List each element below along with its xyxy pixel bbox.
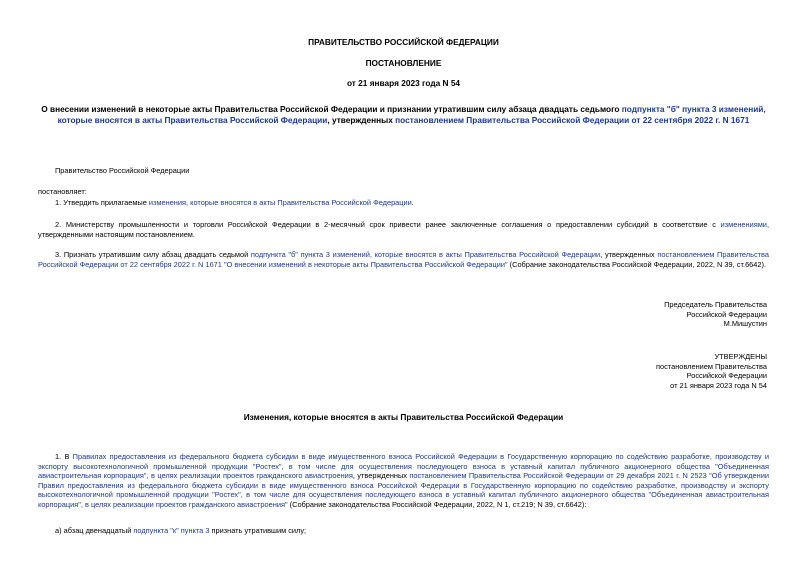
item-2-text: 2. Министерству промышленности и торговли Российской Федерации в 2-месячный срок привести ранее заключенные соглашения о предоставлении субсидий в соответствие с (55, 220, 721, 229)
item-1-text: 1. Утвердить прилагаемые (55, 198, 149, 207)
approved-block (656, 352, 767, 390)
change-1-link-rules[interactable]: Правилах предоставления из федерального бюджета субсидии в виде имущественного взноса Российской Федерации в Государственную корпорацию по содействию разработке, производству и экспорту высокотехнологичной промышленной продукции "Ростех", в том числе для осуществления последующего взноса в уставный капитал публичного акционерного общества "Объединенная авиастроительная корпорация", в целях реализации проектов гражданского авиастроения (38, 452, 769, 481)
change-a-text: а) абзац двенадцатый (55, 526, 134, 535)
changes-heading: Изменения, которые вносятся в акты Правительства Российской Федерации (243, 412, 564, 422)
change-1-text: (Собрание законодательства Российской Федерации, 2022, N 1, ст.219; N 39, ст.6642): (287, 499, 587, 509)
item-3-text: 3. Признать утратившим силу абзац двадцать седьмой (55, 250, 251, 259)
approved-by: постановлением Правительства (656, 361, 767, 371)
change-1-text: 1. В (55, 452, 73, 461)
change-a-text: признать утратившим силу; (209, 526, 307, 535)
preamble-decides: постановляет: (38, 187, 87, 196)
preamble-government: Правительство Российской Федерации (55, 166, 190, 175)
item-2-text: , утвержденными настоящим постановлением. (38, 220, 769, 239)
title-text: , утвержденных (327, 115, 396, 125)
item-3 (38, 250, 769, 269)
document-date-number: от 21 января 2023 года N 54 (346, 78, 461, 88)
title-link-subparagraph[interactable]: подпункта "б" пункта 3 изменений, которые вносятся в акты Правительства Российской Федерации (57, 104, 766, 125)
change-a (55, 526, 306, 536)
item-2-link[interactable]: изменениями (720, 220, 767, 229)
government-name: ПРАВИТЕЛЬСТВО РОССИЙСКОЙ ФЕДЕРАЦИИ (308, 37, 499, 47)
signature-block (664, 300, 767, 329)
document-title (38, 104, 769, 126)
item-3-link-subparagraph[interactable]: подпункта "б" пункта 3 изменений, которые вносятся в акты Правительства Российской Федерации (250, 250, 601, 259)
item-3-text: (Собрание законодательства Российской Федерации, 2022, N 39, ст.6642). (507, 259, 767, 269)
signature-title: Председатель Правительства (664, 300, 767, 309)
change-1-link-resolution-2523[interactable]: постановлением Правительства Российской Федерации от 29 декабря 2021 г. N 2523 "Об утверждении Правил предоставления из федерального бюджета субсидии в виде имущественного взноса Российской Федерации в Государственную корпорацию по содействию разработке, производству и экспорту высокотехнологичной промышленной продукции "Ростех", в том числе для осуществления последующего взноса в уставный капитал публичного акционерного общества "Объединенная авиастроительная корпорация", в целях реализации проектов гражданского авиастроения" (38, 471, 769, 509)
item-2 (38, 220, 769, 239)
approved-date: от 21 января 2023 года N 54 (670, 380, 767, 390)
item-1-link[interactable]: изменения, которые вносятся в акты Правительства Российской Федерации (148, 198, 412, 207)
document-type: ПОСТАНОВЛЕНИЕ (365, 58, 442, 68)
title-link-resolution-1671[interactable]: постановлением Правительства Российской Федерации от 22 сентября 2022 г. N 1671 (395, 115, 750, 125)
item-1 (55, 198, 769, 208)
title-text: О внесении изменений в некоторые акты Правительства Российской Федерации и признании утратившим силу абзаца двадцать седьмого (41, 104, 622, 114)
item-1-text: . (411, 198, 414, 207)
change-1-text: , утвержденных (352, 471, 410, 481)
change-a-link[interactable]: подпункта "к" пункта 3 (133, 526, 210, 535)
approved-label: УТВЕРЖДЕНЫ (714, 352, 767, 361)
signature-country: Российской Федерации (686, 309, 767, 319)
signature-name: М.Мишустин (723, 319, 767, 329)
approved-country: Российской Федерации (686, 371, 767, 381)
change-1 (38, 452, 769, 510)
item-3-link-resolution[interactable]: постановлением Правительства Российской Федерации от 22 сентября 2022 г. N 1671 "О внесении изменений в некоторые акты Правительства Российской Федерации" (38, 250, 769, 269)
item-3-text: , утвержденных (600, 250, 658, 259)
